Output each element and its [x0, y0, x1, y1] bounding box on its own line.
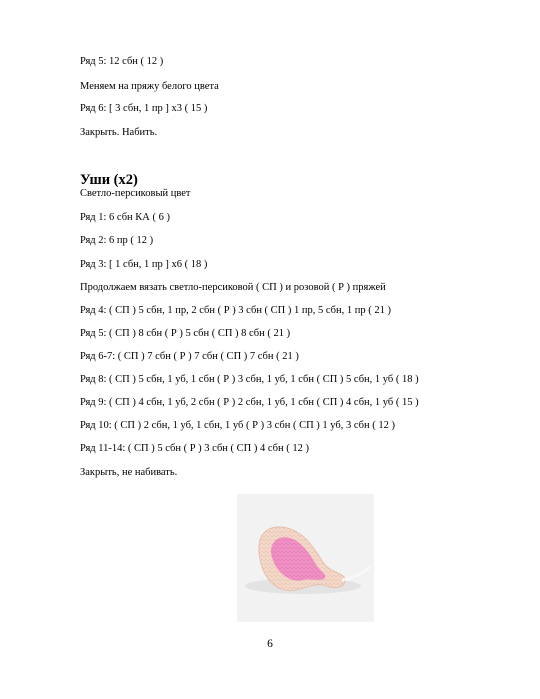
row-5-line: Ряд 5: 12 сбн ( 12 ) — [80, 56, 164, 67]
ears-row-line: Ряд 10: ( СП ) 2 сбн, 1 уб, 1 сбн, 1 уб ( Р ) 3 сбн ( СП ) 1 уб, 3 сбн ( 12 ) — [80, 420, 395, 431]
ear-photo — [237, 494, 374, 622]
ears-finish-line: Закрыть, не набивать. — [80, 467, 178, 478]
ears-row-line: Ряд 3: [ 1 сбн, 1 пр ] х6 ( 18 ) — [80, 259, 208, 270]
close-stuff-line: Закрыть. Набить. — [80, 127, 158, 138]
row-6-line: Ряд 6: [ 3 сбн, 1 пр ] х3 ( 15 ) — [80, 103, 208, 114]
ears-row-line: Ряд 5: ( СП ) 8 сбн ( Р ) 5 сбн ( СП ) 8 сбн ( 21 ) — [80, 328, 291, 339]
ears-row-line: Ряд 8: ( СП ) 5 сбн, 1 уб, 1 сбн ( Р ) 3 сбн, 1 уб, 1 сбн ( СП ) 5 сбн, 1 уб ( 18 ) — [80, 374, 419, 385]
ears-row-line: Продолжаем вязать светло-персиковой ( СП ) и розовой ( Р ) пряжей — [80, 282, 386, 293]
ears-row-line: Ряд 1: 6 сбн КА ( 6 ) — [80, 212, 170, 223]
ears-row-line: Ряд 4: ( СП ) 5 сбн, 1 пр, 2 сбн ( Р ) 3 сбн ( СП ) 1 пр, 5 сбн, 1 пр ( 21 ) — [80, 305, 391, 316]
ears-heading: Уши (х2) — [80, 172, 138, 188]
ears-row-line: Ряд 9: ( СП ) 4 сбн, 1 уб, 2 сбн ( Р ) 2 сбн, 1 уб, 1 сбн ( СП ) 4 сбн, 1 уб ( 15 ) — [80, 397, 419, 408]
ears-row-line: Ряд 2: 6 пр ( 12 ) — [80, 235, 154, 246]
ears-row-line: Ряд 6-7: ( СП ) 7 сбн ( Р ) 7 сбн ( СП ) 7 сбн ( 21 ) — [80, 351, 299, 362]
change-yarn-line: Меняем на пряжу белого цвета — [80, 81, 219, 92]
ears-color-line: Светло-персиковый цвет — [80, 188, 191, 199]
crochet-ear-illustration — [237, 494, 374, 622]
ears-row-line: Ряд 11-14: ( СП ) 5 сбн ( Р ) 3 сбн ( СП ) 4 сбн ( 12 ) — [80, 443, 309, 454]
page-number: 6 — [267, 638, 273, 650]
